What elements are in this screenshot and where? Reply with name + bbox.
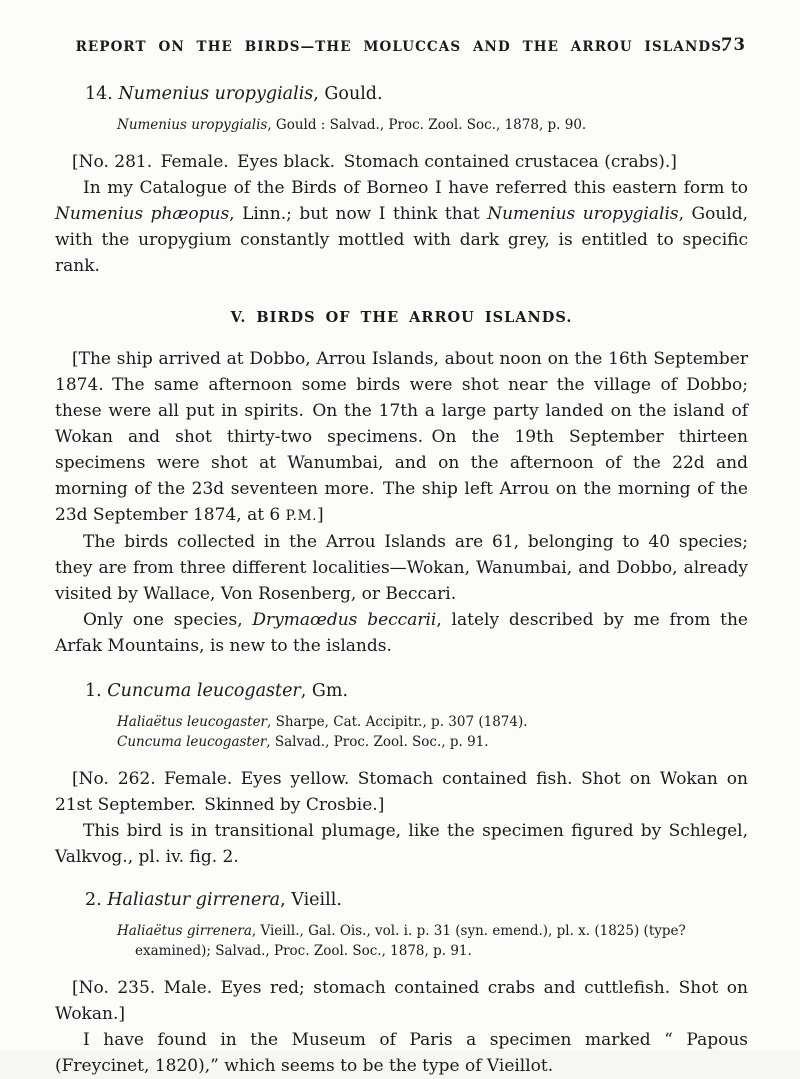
text-run: Numenius uropygialis [118,84,314,104]
text-run: 14. [85,84,119,104]
page-number: 73 [721,35,746,54]
text-run: , Linn.; but now I think that [229,204,488,224]
specimen-note-paragraph [55,766,748,818]
text-run: [No. 262. Female. Eyes yellow. Stomach contained fish. Shot on Wokan on 21st September. Skinned by Crosbie.] [55,769,748,815]
citation-line [55,732,748,752]
text-run: Cuncuma leucogaster [117,734,267,750]
text-run: The birds collected in the Arrou Islands are 61, belonging to 40 species; they are from three different localities—Wokan, Wanumbai, and Dobbo, already visited by Wallace, Von Rosenberg, or Beccari. [55,532,748,604]
text-run: Haliaëtus leucogaster [117,714,268,730]
text-run: V. BIRDS OF THE ARROU ISLANDS. [230,309,573,326]
text-run: Haliaëtus girrenera [117,923,252,939]
species-heading-14 [85,82,748,106]
text-run: Numenius uropygialis [487,204,679,224]
text-run: , Gould. [313,84,383,104]
running-title: REPORT ON THE BIRDS—THE MOLUCCAS AND THE ARROU ISLANDS. [75,39,728,55]
specimen-note-paragraph [55,975,748,1027]
arrival-paragraph [55,346,748,529]
citation-line [55,921,748,961]
species-heading-2 [85,888,748,912]
text-run: This bird is in transitional plumage, like the specimen figured by Schlegel, Valkvog., pl. iv. fig. 2. [55,821,748,867]
specimen-note-paragraph [55,149,748,175]
text-run: ] [317,505,324,525]
text-run: Numenius uropygialis [117,117,268,133]
text-run: Drymaœdus beccarii [252,610,437,630]
text-run: Only one species, [83,610,253,630]
text-run: , Vieill., Gal. Ois., vol. i. p. 31 (syn. emend.), pl. x. (1825) (type? examined); Salvad., Proc. Zool. Soc., 1878, p. 91. [135,923,686,959]
text-run: , Gould, with the uropygium constantly mottled with dark grey, is entitled to specific rank. [55,204,749,276]
remarks-paragraph [55,818,748,870]
text-run: 2. [85,890,108,910]
page-header [55,36,748,58]
citation-line [55,115,748,135]
remarks-paragraph [55,175,748,279]
text-run: [No. 235. Male. Eyes red; stomach contained crabs and cuttlefish. Shot on Wokan.] [55,978,748,1024]
remarks-paragraph [55,1027,748,1079]
collection-summary-paragraph [55,529,748,607]
section-heading [55,309,748,326]
text-run: [The ship arrived at Dobbo, Arrou Islands, about noon on the 16th September 1874. The same afternoon some birds were shot near the village of Dobbo; these were all put in spirits. On the 17th a large party landed on the island of Wokan and shot thirty-two specimens. On the 19th September thirteen specimens were shot at Wanumbai, and on the afternoon of the 22d and morning of the 23d seventeen more. The ship left Arrou on the morning of the 23d September 1874, at 6 [55,349,748,525]
text-run: , Salvad., Proc. Zool. Soc., p. 91. [266,734,489,750]
species-heading-1 [85,679,748,703]
text-run: P.M. [285,508,318,524]
text-run: , Vieill. [280,890,342,910]
text-run: In my Catalogue of the Birds of Borneo I have referred this eastern form to [83,178,748,198]
text-run: Haliastur girrenera [107,890,281,910]
text-run: [No. 281. Female. Eyes black. Stomach contained crustacea (crabs).] [72,152,677,172]
text-run: Numenius phæopus [55,204,230,224]
text-run: , lately described by me from the Arfak Mountains, is new to the islands. [55,610,748,656]
text-run: , Gm. [300,681,349,701]
text-run: , Sharpe, Cat. Accipitr., p. 307 (1874). [267,714,528,730]
text-run: 1. [85,681,108,701]
text-run: Cuncuma leucogaster [107,681,301,701]
new-species-paragraph [55,607,748,659]
text-run: , Gould : Salvad., Proc. Zool. Soc., 1878, p. 90. [267,117,587,133]
citation-line [55,712,748,732]
text-run: I have found in the Museum of Paris a specimen marked “ Papous (Freycinet, 1820),” which seems to be the type of Vieillot. [55,1030,748,1076]
